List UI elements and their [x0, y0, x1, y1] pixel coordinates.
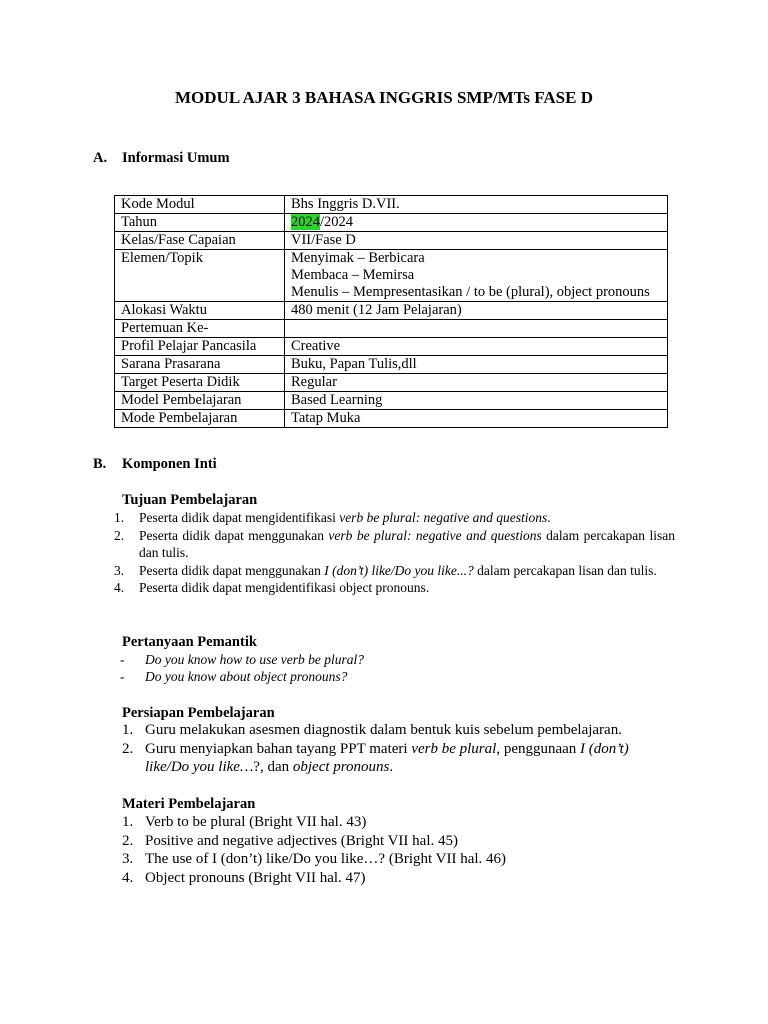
table-row — [115, 356, 668, 374]
table-key: Mode Pembelajaran — [115, 410, 285, 428]
item-italic: I (don’t) like/Do you like… — [145, 740, 629, 775]
list-number: 4. — [114, 580, 125, 595]
table-row — [115, 250, 668, 302]
materi-list — [122, 813, 668, 887]
table-key: Alokasi Waktu — [115, 302, 285, 320]
item-text: dalam percakapan lisan dan tulis. — [473, 562, 657, 578]
list-item — [122, 740, 668, 777]
table-row — [115, 374, 668, 392]
topic-line: Menulis – Mempresentasikan / to be (plural), object pronouns — [291, 284, 650, 300]
list-item — [120, 668, 670, 685]
table-key: Pertemuan Ke- — [115, 320, 285, 338]
list-item — [122, 832, 668, 851]
table-row — [115, 338, 668, 356]
section-a-title: Informasi Umum — [122, 150, 230, 166]
list-item — [122, 721, 668, 740]
list-number: 2. — [122, 832, 134, 849]
table-row — [115, 302, 668, 320]
item-italic: verb be plural: negative and questions — [328, 527, 542, 543]
list-number: 4. — [122, 869, 134, 886]
table-value — [285, 214, 668, 232]
list-item — [120, 651, 670, 668]
item-text: Peserta didik dapat mengidentifikasi object pronouns — [139, 580, 426, 595]
item-text: Object pronouns (Bright VII hal. 47) — [145, 869, 366, 886]
list-item — [114, 579, 675, 597]
item-text: Peserta didik dapat menggunakan — [139, 527, 329, 543]
list-item — [114, 527, 675, 562]
table-value: 480 menit (12 Jam Pelajaran) — [285, 302, 668, 320]
table-key: Model Pembelajaran — [115, 392, 285, 410]
table-value: Tatap Muka — [285, 410, 668, 428]
list-number: 1. — [122, 814, 134, 830]
table-value: Creative — [285, 338, 668, 356]
materi-heading: Materi Pembelajaran — [122, 796, 256, 812]
item-text: . — [547, 510, 551, 525]
list-bullet: - — [120, 669, 125, 684]
highlighted-year: 2024 — [291, 214, 320, 230]
section-a-heading — [93, 150, 230, 167]
table-key: Kode Modul — [115, 196, 285, 214]
list-number: 1. — [122, 722, 134, 738]
table-row — [115, 320, 668, 338]
table-key: Tahun — [115, 214, 285, 232]
tujuan-list — [114, 509, 675, 597]
table-value — [285, 320, 668, 338]
item-italic: verb be plural: negative and questions — [339, 510, 548, 525]
item-text: , penggunaan — [496, 740, 581, 757]
list-item — [122, 813, 668, 832]
section-b-heading — [93, 456, 217, 473]
table-key: Profil Pelajar Pancasila — [115, 338, 285, 356]
table-key: Kelas/Fase Capaian — [115, 232, 285, 250]
table-value: VII/Fase D — [285, 232, 668, 250]
list-number: 2. — [114, 527, 125, 543]
item-text: Positive and negative adjectives (Bright VII hal. 45) — [145, 832, 458, 849]
item-text: Do you know how to use verb be plural? — [145, 652, 364, 667]
table-value — [285, 250, 668, 302]
pemantik-heading: Pertanyaan Pemantik — [122, 634, 257, 650]
tujuan-heading: Tujuan Pembelajaran — [122, 492, 258, 508]
table-value: Based Learning — [285, 392, 668, 410]
item-text: Verb to be plural (Bright VII hal. 43) — [145, 814, 367, 830]
item-italic: I (don’t) like/Do you like...? — [324, 562, 474, 578]
item-text: ?, dan — [253, 759, 293, 775]
item-text: Guru menyiapkan bahan tayang PPT materi — [145, 740, 412, 757]
table-value: Regular — [285, 374, 668, 392]
list-number: 3. — [114, 562, 125, 578]
section-b-letter: B. — [93, 456, 107, 472]
list-item — [114, 562, 675, 580]
topic-line: Menyimak – Berbicara — [291, 250, 425, 266]
table-row — [115, 196, 668, 214]
table-row — [115, 214, 668, 232]
list-number: 1. — [114, 510, 125, 525]
document-title: MODUL AJAR 3 BAHASA INGGRIS SMP/MTs FASE D — [175, 88, 593, 107]
item-italic: object pronouns — [292, 759, 390, 775]
section-b-title: Komponen Inti — [122, 456, 217, 472]
item-text: . — [425, 580, 430, 595]
item-text: Guru melakukan asesmen diagnostik dalam bentuk kuis sebelum pembelajaran. — [145, 722, 622, 738]
item-text: Peserta didik dapat menggunakan — [139, 562, 325, 578]
item-italic: verb be plural — [411, 740, 497, 757]
item-text: Do you know about object pronouns? — [145, 669, 348, 684]
table-row — [115, 392, 668, 410]
item-text: The use of I (don’t) like/Do you like…? (Bright VII hal. 46) — [145, 851, 507, 867]
item-text: dalam percakapan lisan dan tulis. — [139, 527, 675, 560]
persiapan-heading: Persiapan Pembelajaran — [122, 705, 275, 721]
list-bullet: - — [120, 652, 125, 667]
topic-line: Membaca – Memirsa — [291, 267, 415, 283]
list-item — [122, 850, 668, 869]
list-number: 3. — [122, 851, 134, 867]
table-key: Target Peserta Didik — [115, 374, 285, 392]
list-item — [122, 869, 668, 888]
year-rest: /2024 — [320, 214, 354, 230]
persiapan-list — [122, 721, 668, 777]
table-row — [115, 410, 668, 428]
section-a-letter: A. — [93, 150, 108, 166]
table-row — [115, 232, 668, 250]
list-number: 2. — [122, 740, 134, 757]
info-table — [114, 195, 668, 428]
table-value: Bhs Inggris D.VII. — [285, 196, 668, 214]
pemantik-list — [120, 651, 670, 685]
table-key: Elemen/Topik — [115, 250, 285, 302]
table-value: Buku, Papan Tulis,dll — [285, 356, 668, 374]
list-item — [114, 509, 675, 527]
item-text: Peserta didik dapat mengidentifikasi — [139, 510, 340, 525]
item-text: . — [389, 759, 394, 775]
table-key: Sarana Prasarana — [115, 356, 285, 374]
